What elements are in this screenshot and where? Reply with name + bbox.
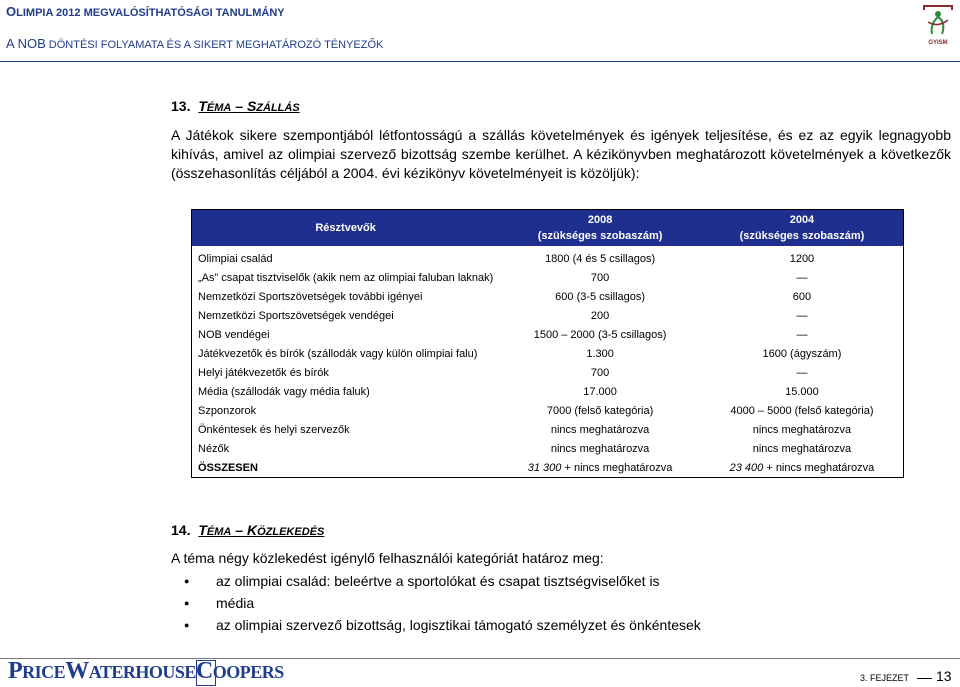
table-row — [192, 382, 904, 401]
table-row — [192, 401, 904, 420]
gyism-logo — [918, 2, 958, 56]
row-name: Helyi játékvezetők és bírók — [198, 366, 329, 379]
total-2008: 31 300 + nincs meghatározva — [527, 461, 673, 474]
row-name: Játékvezetők és bírók (szállodák vagy külön olimpiai falu) — [198, 347, 478, 360]
row-2008: 17.000 — [583, 385, 617, 398]
list-item: ● média — [171, 592, 701, 614]
row-2008: 600 (3-5 csillagos) — [555, 290, 646, 303]
row-2004: 1200 — [789, 252, 815, 265]
table-row — [192, 268, 904, 287]
list-item: ● az olimpiai szervező bizottság, logisztikai támogató személyzet és önkéntesek — [171, 614, 701, 636]
header-participants: Résztvevők — [192, 210, 500, 247]
row-2008: 7000 (felső kategória) — [546, 404, 654, 417]
table-row — [192, 306, 904, 325]
table-header-row — [192, 210, 904, 247]
header-divider — [0, 61, 960, 62]
row-name: Szponzorok — [198, 404, 257, 417]
row-2008: nincs meghatározva — [550, 423, 650, 436]
row-2008: 700 — [590, 366, 610, 379]
row-name: Önkéntesek és helyi szervezők — [198, 423, 350, 436]
row-name: NOB vendégei — [198, 328, 270, 341]
row-2004: 1600 (ágyszám) — [762, 347, 842, 360]
chapter-label: 3. FEJEZET — [860, 673, 910, 683]
header-2008: 2008 (szükséges szobaszám) — [499, 210, 701, 247]
logo-text: GYISM — [928, 40, 948, 46]
row-name: „As” csapat tisztviselők (akik nem az olimpiai faluban laknak) — [198, 271, 494, 284]
page-number: 13 — [936, 668, 952, 684]
row-2008: 1800 (4 és 5 csillagos) — [545, 252, 656, 265]
section-13-paragraph: A Játékok sikere szempontjából létfontosságú a szállás követelmények és igények teljesítése, és ez az egyik legnagyobb kihívás, amivel az olimpiai szervező bizottság szembe kerülhet. A kézikönyvben meghatározott követelmények a következők (összehasonlítás céljából a 2004. évi kézikönyv követelményeit is közöljük): — [171, 127, 951, 181]
gyism-logo-icon — [918, 2, 958, 42]
row-2008: 1.300 — [586, 347, 614, 360]
row-2004: — — [796, 328, 808, 341]
table-row — [192, 420, 904, 439]
row-2004: — — [796, 271, 808, 284]
report-title: OLIMPIA 2012 MEGVALÓSÍTHATÓSÁGI TANULMÁNY — [6, 4, 285, 19]
total-2004: 23 400 + nincs meghatározva — [729, 461, 875, 474]
header-2004: 2004 (szükséges szobaszám) — [701, 210, 904, 247]
report-subtitle: A NOB DÖNTÉSI FOLYAMATA ÉS A SIKERT MEGHATÁROZÓ TÉNYEZŐK — [6, 36, 384, 51]
table-row — [192, 325, 904, 344]
row-name: Nemzetközi Sportszövetségek további igényei — [198, 290, 423, 303]
row-name: Nemzetközi Sportszövetségek vendégei — [198, 309, 394, 322]
list-item: ● az olimpiai család: beleértve a sportolókat és csapat tisztségviselőket is — [171, 570, 701, 592]
section-13-title: 13. TÉMA – SZÁLLÁS — [171, 98, 300, 114]
row-name: Nézők — [198, 442, 230, 455]
table-row — [192, 287, 904, 306]
section-14-paragraph: A téma négy közlekedést igénylő felhasználói kategóriát határoz meg: — [171, 550, 604, 566]
row-2004: nincs meghatározva — [752, 423, 852, 436]
row-2004: 600 — [792, 290, 812, 303]
row-2008: 700 — [590, 271, 610, 284]
row-2004: 4000 – 5000 (felső kategória) — [730, 404, 874, 417]
row-2004: — — [796, 366, 808, 379]
row-2004: nincs meghatározva — [752, 442, 852, 455]
row-2004: — — [796, 309, 808, 322]
row-2008: 1500 – 2000 (3-5 csillagos) — [533, 328, 667, 341]
table-row — [192, 246, 904, 268]
row-2004: 15.000 — [785, 385, 819, 398]
pwc-logo: PRICEWATERHOUSECOOPERS — [8, 658, 284, 684]
chapter-separator — [917, 678, 932, 679]
row-2008: 200 — [590, 309, 610, 322]
section-14-title: 14. TÉMA – KÖZLEKEDÉS — [171, 522, 325, 538]
table-row — [192, 363, 904, 382]
row-2008: nincs meghatározva — [550, 442, 650, 455]
total-label: ÖSSZESEN — [198, 461, 258, 474]
transport-category-list — [171, 570, 701, 636]
row-name: Olimpiai család — [198, 252, 273, 265]
table-row — [192, 439, 904, 458]
row-name: Média (szállodák vagy média faluk) — [198, 385, 370, 398]
table-total-row — [192, 458, 904, 478]
accommodation-table — [191, 209, 904, 478]
pwc-emblem-icon — [196, 660, 216, 686]
table-row — [192, 344, 904, 363]
